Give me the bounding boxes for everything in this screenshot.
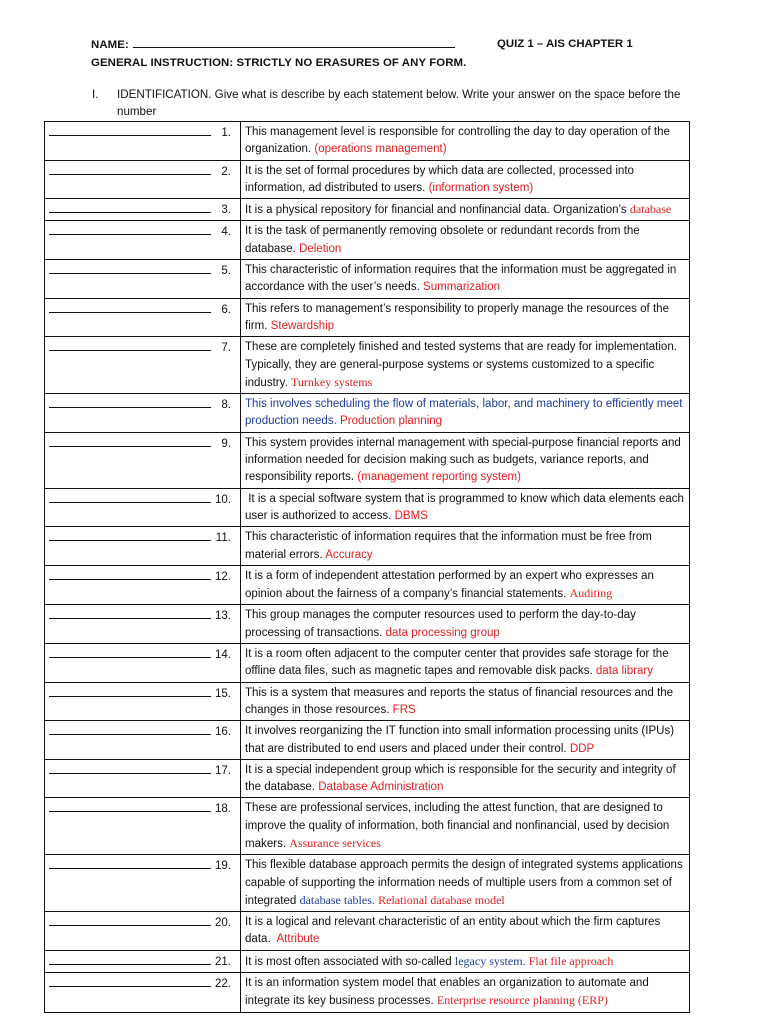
quiz-row bbox=[45, 682, 690, 721]
item-number: 11. bbox=[215, 532, 231, 545]
answer-text: Assurance services bbox=[289, 835, 381, 850]
answer-blank[interactable] bbox=[49, 800, 211, 812]
answer-blank-cell bbox=[45, 644, 241, 683]
question-text: These are professional services, including the attest function, that are designed to improve the quality of information, both financial and nonfinancial, used by decision makers. bbox=[245, 802, 670, 850]
question-cell bbox=[241, 122, 690, 161]
item-number: 10. bbox=[214, 493, 231, 506]
answer-text: Database Administration bbox=[318, 781, 444, 794]
quiz-row bbox=[45, 160, 690, 199]
answer-blank-cell bbox=[45, 682, 241, 721]
answer-blank[interactable] bbox=[49, 953, 211, 965]
question-cell bbox=[241, 721, 690, 760]
item-number: 12. bbox=[214, 570, 231, 583]
quiz-row bbox=[45, 950, 690, 972]
quiz-row bbox=[45, 122, 690, 161]
answer-blank[interactable] bbox=[49, 762, 211, 774]
question-text: It is a special independent group which is responsible for the security and integrity of the database. bbox=[245, 763, 676, 794]
answer-text: DDP bbox=[569, 742, 595, 755]
quiz-row bbox=[45, 644, 690, 683]
question-cell bbox=[241, 565, 690, 605]
item-number: 3. bbox=[221, 204, 231, 217]
answer-text: FRS bbox=[392, 703, 416, 716]
question-cell bbox=[241, 199, 690, 221]
question-extra-text: database tables. bbox=[299, 892, 375, 907]
quiz-row bbox=[45, 565, 690, 605]
answer-blank-cell bbox=[45, 394, 241, 433]
answer-blank-cell bbox=[45, 432, 241, 488]
answer-blank-cell bbox=[45, 973, 241, 1013]
item-number: 7. bbox=[221, 342, 231, 355]
question-cell bbox=[241, 798, 690, 855]
answer-text: Production planning bbox=[340, 415, 443, 428]
question-cell bbox=[241, 394, 690, 433]
item-number: 13. bbox=[214, 610, 231, 623]
answer-blank-cell bbox=[45, 122, 241, 161]
answer-text: Turnkey systems bbox=[291, 374, 373, 389]
answer-text: Summarization bbox=[423, 281, 501, 294]
question-text: This involves scheduling the flow of materials, labor, and machinery to efficiently meet production needs. bbox=[245, 398, 683, 428]
question-cell bbox=[241, 488, 690, 527]
question-cell bbox=[241, 337, 690, 394]
quiz-row bbox=[45, 221, 690, 260]
quiz-row bbox=[45, 798, 690, 855]
answer-blank-cell bbox=[45, 488, 241, 527]
question-text: It is a physical repository for financial and nonfinancial data. Organization’s bbox=[245, 204, 627, 217]
quiz-title: QUIZ 1 – AIS CHAPTER 1 bbox=[497, 38, 633, 50]
answer-blank[interactable] bbox=[49, 339, 211, 351]
item-number: 9. bbox=[221, 437, 231, 450]
item-number: 14. bbox=[214, 649, 231, 662]
answer-blank-cell bbox=[45, 221, 241, 260]
answer-text: Enterprise resource planning (ERP) bbox=[436, 993, 608, 1008]
answer-blank[interactable] bbox=[49, 435, 211, 447]
answer-text: (information system) bbox=[428, 181, 534, 194]
item-number: 20. bbox=[214, 917, 231, 930]
answer-text: Accuracy bbox=[325, 548, 373, 561]
quiz-row bbox=[45, 432, 690, 488]
answer-blank-cell bbox=[45, 721, 241, 760]
answer-blank[interactable] bbox=[49, 529, 211, 541]
question-cell bbox=[241, 432, 690, 488]
item-number: 16. bbox=[214, 726, 231, 739]
question-text: This management level is responsible for controlling the day to day operation of the organization. bbox=[245, 126, 670, 156]
question-cell bbox=[241, 605, 690, 644]
question-cell bbox=[241, 527, 690, 566]
answer-blank[interactable] bbox=[49, 914, 211, 926]
answer-text: (operations management) bbox=[314, 143, 447, 156]
question-text: This characteristic of information requires that the information must be aggregated in accordance with the user’s needs. bbox=[245, 264, 677, 294]
answer-blank-cell bbox=[45, 337, 241, 394]
question-text: It involves reorganizing the IT function into small information processing units (IPUs) that are distributed to end users and placed under their control. bbox=[245, 725, 675, 755]
answer-text: Stewardship bbox=[270, 319, 335, 332]
answer-blank[interactable] bbox=[49, 201, 211, 213]
identification-table-body bbox=[45, 122, 690, 1013]
question-text: It is most often associated with so-called bbox=[245, 955, 452, 968]
question-cell bbox=[241, 950, 690, 972]
question-text: It is a form of independent attestation performed by an expert who expresses an opinion about the fairness of a company’s financial statements. bbox=[245, 569, 654, 601]
item-number: 8. bbox=[221, 399, 231, 412]
answer-text: Flat file approach bbox=[528, 953, 614, 968]
question-text: This characteristic of information requires that the information must be free from material errors. bbox=[245, 531, 652, 561]
answer-blank-cell bbox=[45, 160, 241, 199]
quiz-row bbox=[45, 527, 690, 566]
question-text: This flexible database approach permits the design of integrated systems applications capable of supporting the information needs of multiple users from a common set of integrated bbox=[245, 859, 683, 907]
answer-blank-cell bbox=[45, 950, 241, 972]
question-text: It is the set of formal procedures by which data are collected, processed into information, ad distributed to users. bbox=[245, 164, 634, 194]
question-cell bbox=[241, 682, 690, 721]
question-text: This system provides internal management with special-purpose financial reports and information needed for decision making such as budgets, variance reports, and responsibility reports. bbox=[245, 436, 681, 484]
question-cell bbox=[241, 260, 690, 299]
answer-blank-cell bbox=[45, 759, 241, 798]
answer-blank[interactable] bbox=[49, 857, 211, 869]
question-text: It is a special software system that is programmed to know which data elements each user is authorized to access. bbox=[245, 492, 684, 522]
answer-text: database bbox=[629, 202, 672, 217]
answer-text: data library bbox=[595, 665, 654, 678]
question-cell bbox=[241, 912, 690, 951]
name-line bbox=[91, 38, 455, 51]
question-text: It is a logical and relevant characteristic of an entity about which the firm captures data. bbox=[245, 916, 661, 946]
name-blank[interactable] bbox=[133, 38, 455, 48]
question-cell bbox=[241, 221, 690, 260]
identification-table bbox=[44, 121, 690, 1013]
item-number: 1. bbox=[221, 127, 231, 139]
answer-blank[interactable] bbox=[49, 646, 211, 658]
quiz-row bbox=[45, 488, 690, 527]
item-number: 22. bbox=[214, 978, 231, 991]
answer-text: Auditing bbox=[569, 586, 613, 601]
item-number: 17. bbox=[214, 764, 231, 777]
name-label: NAME: bbox=[91, 39, 129, 51]
item-number: 21. bbox=[214, 955, 231, 968]
quiz-row bbox=[45, 973, 690, 1013]
answer-blank[interactable] bbox=[49, 607, 211, 619]
answer-blank[interactable] bbox=[49, 723, 211, 735]
question-extra-text: legacy system. bbox=[454, 953, 526, 968]
general-instruction: GENERAL INSTRUCTION: STRICTLY NO ERASURES OF ANY FORM. bbox=[91, 57, 467, 69]
question-cell bbox=[241, 973, 690, 1013]
quiz-row bbox=[45, 855, 690, 912]
question-text: This group manages the computer resources used to perform the day-to-day processing of transactions. bbox=[245, 609, 636, 639]
quiz-row bbox=[45, 298, 690, 337]
answer-text: Relational database model bbox=[378, 892, 505, 907]
question-text: These are completely finished and tested systems that are ready for implementation. Typically, they are general-purpose systems or systems customized to a specific industry. bbox=[245, 341, 677, 389]
answer-text: (management reporting system) bbox=[357, 471, 521, 484]
question-text: It is an information system model that enables an organization to automate and integrate its key business processes. bbox=[245, 977, 649, 1008]
question-cell bbox=[241, 160, 690, 199]
answer-blank[interactable] bbox=[49, 685, 211, 697]
answer-blank[interactable] bbox=[49, 262, 211, 274]
answer-blank-cell bbox=[45, 912, 241, 951]
answer-text: Deletion bbox=[298, 242, 342, 255]
question-text: It is a room often adjacent to the computer center that provides safe storage for the offline data files, such as magnetic tapes and removable disk packs. bbox=[245, 648, 669, 678]
answer-blank[interactable] bbox=[49, 568, 211, 580]
quiz-row bbox=[45, 394, 690, 433]
section-instruction: IDENTIFICATION. Give what is describe by each statement below. Write your answer on the space before the number bbox=[117, 88, 681, 118]
answer-blank-cell bbox=[45, 298, 241, 337]
quiz-row bbox=[45, 260, 690, 299]
answer-blank[interactable] bbox=[49, 975, 211, 987]
answer-blank[interactable] bbox=[49, 223, 211, 235]
quiz-row bbox=[45, 337, 690, 394]
answer-blank[interactable] bbox=[49, 124, 211, 136]
question-cell bbox=[241, 298, 690, 337]
item-number: 19. bbox=[214, 860, 231, 873]
item-number: 15. bbox=[214, 687, 231, 700]
answer-blank-cell bbox=[45, 855, 241, 912]
quiz-row bbox=[45, 199, 690, 221]
answer-blank-cell bbox=[45, 260, 241, 299]
answer-blank-cell bbox=[45, 605, 241, 644]
quiz-row bbox=[45, 912, 690, 951]
question-text: This refers to management’s responsibility to properly manage the resources of the firm. bbox=[245, 302, 670, 332]
answer-blank-cell bbox=[45, 798, 241, 855]
answer-blank-cell bbox=[45, 527, 241, 566]
section-roman-numeral: I. bbox=[92, 88, 99, 101]
question-text: This is a system that measures and reports the status of financial resources and the changes in those resources. bbox=[245, 686, 674, 716]
answer-blank[interactable] bbox=[49, 491, 211, 503]
item-number: 18. bbox=[214, 803, 231, 816]
quiz-row bbox=[45, 759, 690, 798]
answer-blank[interactable] bbox=[49, 163, 211, 175]
answer-blank[interactable] bbox=[49, 396, 211, 408]
answer-blank[interactable] bbox=[49, 301, 211, 313]
question-text: It is the task of permanently removing obsolete or redundant records from the database. bbox=[245, 225, 640, 255]
quiz-row bbox=[45, 605, 690, 644]
answer-blank-cell bbox=[45, 199, 241, 221]
item-number: 2. bbox=[221, 165, 231, 178]
item-number: 6. bbox=[221, 303, 231, 316]
answer-text: data processing group bbox=[385, 626, 500, 639]
item-number: 5. bbox=[221, 265, 231, 278]
answer-text: Attribute bbox=[276, 933, 320, 946]
answer-text: DBMS bbox=[394, 509, 428, 522]
quiz-row bbox=[45, 721, 690, 760]
question-cell bbox=[241, 759, 690, 798]
item-number: 4. bbox=[221, 226, 231, 239]
answer-blank-cell bbox=[45, 565, 241, 605]
question-cell bbox=[241, 644, 690, 683]
question-cell bbox=[241, 855, 690, 912]
